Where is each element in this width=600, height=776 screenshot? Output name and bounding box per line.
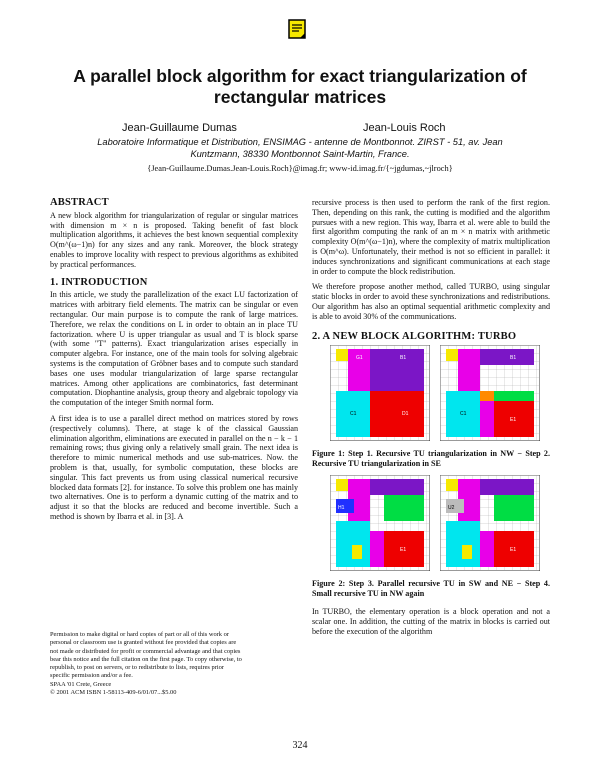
figure-1-caption: Figure 1: Step 1. Recursive TU triangularization in NW − Step 2. Recursive TU triangularization in SE: [312, 449, 550, 469]
permission-line: specific permission and/or a fee.: [50, 672, 133, 680]
figure-2-caption: Figure 2: Step 3. Parallel recursive TU in SW and NE − Step 4. Small recursive TU in NW again: [312, 579, 550, 599]
left-column: [50, 198, 298, 528]
permission-line: not made or distributed for profit or commercial advantage and that copies: [50, 647, 241, 655]
intro-heading: 1. INTRODUCTION: [50, 276, 148, 288]
author-1: Jean-Guillaume Dumas: [122, 122, 237, 134]
label-g1: G1: [356, 355, 363, 362]
abstract-heading: ABSTRACT: [50, 197, 109, 208]
figure-1: [312, 345, 550, 445]
author-emails: {Jean-Guillaume.Dumas.Jean-Louis.Roch}@imag.fr; www-id.imag.fr/{~jgdumas,~jlroch}: [147, 164, 453, 173]
intro-paragraph-1: In this article, we study the parallelization of the exact LU factorization of matrices with arbitrary field elements. The matrix can be singular or even rectangular. Our main purpose is to compute the rank of large matrices. Therefore, we relax the conditions on L in order to obtain an in place TU factorization. where U is upper triangular as usual and T is block sparse (with some "T" patterns). Exact triangularization arises especially in computer algebra. For instance, one of the main tools for solving algebraic systems is the computation of Gröbner bases and to compute such standard bases one uses modular triangularization of large sparse rectangular matrices. Among other applications are combinatorics, fast determinant computation. Diophantine analysis, group theory and algebraic topology via the computation of the integer Smith normal form.: [50, 290, 298, 408]
label-c1: C1: [350, 411, 357, 418]
section-2-heading: 2. A NEW BLOCK ALGORITHM: TURBO: [312, 330, 517, 342]
paper-title: [40, 66, 560, 108]
right-paragraph-2: We therefore propose another method, called TURBO, using singular static blocks in order to avoid these synchronizations and redistributions. Our algorithm has also an optimal sequential arithmetic complexity and is able to avoid 30% of the communications.: [312, 282, 550, 321]
affiliation-line-2: Kuntzmann, 38330 Montbonnot Saint-Martin, France.: [190, 148, 410, 159]
intro-paragraph-2: A first idea is to use a parallel direct method on matrices stored by rows (respectively columns). There, at stage k of the classical Gaussian elimination algorithm, eliminations are executed in parallel on the n − k − 1 remaining rows; thus giving only a relatively small grain. The next idea is therefore to mimic numerical methods and use sub-matrices. Now. the problem is that, usually, for symbolic computation, these blocks are singular. This fact prevents us from using classical numerical recursive blocked data formats [2]. for instance. To solve this problem one has mainly two alternatives. One is to perform a dynamic cutting of the matrix and to adjust it so that the blocks are reduced and become invertible. Such a method is shown by Ibarra et al. in [3]. A: [50, 413, 298, 521]
title-line-1: A parallel block algorithm for exact triangularization of: [73, 66, 527, 86]
affiliation-line-1: Laboratoire Informatique et Distribution, ENSIMAG - antenne de Montbonnot. ZIRST - 51, av. Jean: [97, 137, 503, 147]
fig1-step1-matrix: [330, 345, 430, 441]
right-paragraph-1: recursive process is then used to perform the rank of the first region. Then, depending on this rank, the cutting is modified and the algorithm pursues with a new region. This way, Ibarra et al. were able to build the first algorithm computing the rank of an m × n matrix with arithmetic complexity O(m^(ω−1)n), where the complexity of matrix multiplication is O(m^ω). Unfortunately, their method is not so efficient in parallel: it induces synchronizations and significant communications at each stage in order to compute the block redistribution.: [312, 198, 550, 276]
label-b1: B1: [400, 355, 407, 362]
conference-line: SPAA '01 Crete, Greece: [50, 680, 112, 688]
label-e1: E1: [510, 417, 517, 424]
fig1-step2-matrix: [440, 345, 540, 441]
permission-line: Permission to make digital or hard copies of part or all of this work or: [50, 631, 229, 638]
label-c1: C1: [460, 411, 467, 418]
permission-line: bear this notice and the full citation on the first page. To copy otherwise, to: [50, 655, 242, 663]
author-2: Jean-Louis Roch: [363, 122, 446, 134]
copyright-line: © 2001 ACM ISBN 1-58113-409-6/01/07...$5.00: [50, 689, 177, 697]
label-h1: H1: [338, 505, 345, 512]
right-paragraph-3: In TURBO, the elementary operation is a block operation and not a scalar one. In addition, the cutting of the matrix in blocks is carried out before the execution of the algorithm: [312, 607, 550, 636]
figure-2: [312, 475, 550, 575]
fig2-step3-matrix: [330, 475, 430, 571]
abstract-text: A new block algorithm for triangularization of regular or singular matrices with dimension m × n is proposed. Taking benefit of fast block multiplication algorithms, it achieves the best known sequential complexity O(m^(ω−1)n) for any sizes and any rank. Moreover, the block strategy enables to improve locality with respect to previous algorithms as exhibited by practical performances.: [50, 210, 298, 269]
permission-line: republish, to post on servers, or to redistribute to lists, requires prior: [50, 664, 224, 672]
title-line-2: rectangular matrices: [213, 87, 387, 107]
label-e1: E1: [400, 547, 407, 554]
label-b1: B1: [510, 355, 517, 362]
label-u2: U2: [448, 505, 455, 512]
permission-notice: [50, 631, 298, 697]
note-icon: [287, 18, 309, 40]
label-e1: E1: [510, 547, 517, 554]
label-d1: D1: [402, 411, 409, 418]
permission-line: personal or classroom use is granted without fee provided that copies are: [50, 639, 237, 647]
affiliation: [60, 137, 540, 160]
fig2-step4-matrix: [440, 475, 540, 571]
right-column: [312, 198, 550, 643]
page-number: 324: [292, 740, 308, 751]
